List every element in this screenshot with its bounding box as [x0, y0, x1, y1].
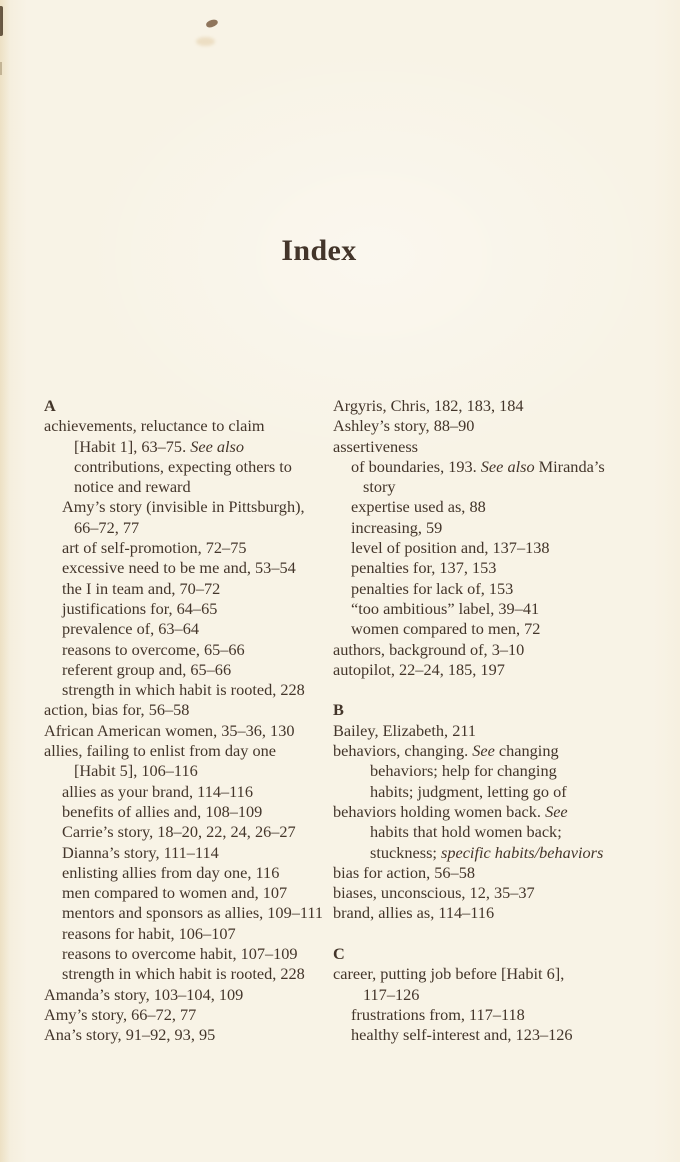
index-entry-text: strength in which habit is rooted, 228 [62, 680, 305, 700]
index-entry [333, 558, 667, 578]
index-entry [44, 802, 333, 822]
index-entry-text: reasons to overcome, 65–66 [62, 639, 245, 659]
index-entry [44, 761, 333, 781]
index-entry-text: behaviors, changing. [333, 741, 473, 761]
index-entry [44, 640, 333, 660]
index-entry [333, 985, 667, 1005]
index-entry [44, 497, 333, 517]
index-entry-text: mentors and sponsors as allies, 109–111 [62, 903, 324, 923]
index-entry-text: excessive need to be me and, 53–54 [62, 558, 296, 578]
index-entry-text: art of self-promotion, 72–75 [62, 538, 247, 558]
index-entry-text: prevalence of, 63–64 [62, 619, 199, 639]
index-entry [44, 700, 333, 720]
index-entry [333, 396, 667, 416]
index-entry [333, 721, 667, 741]
index-entry-text: strength in which habit is rooted, 228 [62, 964, 305, 984]
index-entry [333, 518, 667, 538]
index-entry-text: penalties for, 137, 153 [351, 558, 497, 578]
blank-line [333, 924, 667, 944]
index-entry [333, 538, 667, 558]
index-entry-text: bias for action, 56–58 [333, 862, 475, 882]
scan-edge-mark-icon [0, 6, 3, 36]
index-entry [333, 599, 667, 619]
index-entry [44, 416, 333, 436]
index-entry-text: enlisting allies from day one, 116 [62, 862, 280, 882]
index-entry-text: men compared to women and, 107 [62, 883, 288, 903]
index-entry [44, 680, 333, 700]
index-section-header [333, 700, 667, 720]
index-entry-text: healthy self-interest and, 123–126 [351, 1025, 573, 1045]
index-entry-text: 117–126 [363, 984, 420, 1004]
index-entry-text: habits that hold women back; [370, 822, 562, 842]
index-entry [333, 964, 667, 984]
index-entry [333, 843, 667, 863]
index-entry [44, 437, 333, 457]
index-entry [44, 782, 333, 802]
index-entry [44, 1005, 333, 1025]
index-entry [333, 416, 667, 436]
index-entry [333, 1025, 667, 1045]
index-entry-text: stuckness; [370, 842, 441, 862]
index-entry [44, 843, 333, 863]
index-entry [44, 477, 333, 497]
index-entry-text: biases, unconscious, 12, 35–37 [333, 883, 535, 903]
index-entry [333, 741, 667, 761]
index-entry-text: justifications for, 64–65 [62, 598, 218, 618]
index-column-left [44, 396, 333, 1046]
index-entry-text: C [333, 944, 345, 964]
index-entry-text: expertise used as, 88 [351, 497, 486, 517]
index-entry [44, 538, 333, 558]
index-entry-text: referent group and, 65–66 [62, 659, 232, 679]
index-entry-text: of boundaries, 193. [351, 456, 481, 476]
index-entry-text: Amy’s story, 66–72, 77 [44, 1004, 197, 1024]
index-entry [44, 741, 333, 761]
index-entry-text: See [472, 741, 495, 761]
index-entry-text: notice and reward [74, 477, 191, 497]
index-entry [44, 903, 333, 923]
index-entry-text: contributions, expecting others to [74, 456, 292, 476]
index-entry-text: autopilot, 22–24, 185, 197 [333, 659, 505, 679]
index-entry-text: level of position and, 137–138 [351, 538, 550, 558]
index-entry [333, 903, 667, 923]
index-entry-text: See also [480, 456, 535, 476]
index-entry-text: achievements, reluctance to claim [44, 416, 265, 436]
scan-smudge-icon [196, 37, 215, 46]
index-entry-text: frustrations from, 117–118 [351, 1004, 525, 1024]
index-entry [44, 558, 333, 578]
index-entry [333, 619, 667, 639]
index-entry [44, 944, 333, 964]
index-entry-text: allies as your brand, 114–116 [62, 781, 253, 801]
index-entry [44, 883, 333, 903]
index-entry-text: authors, background of, 3–10 [333, 639, 525, 659]
index-entry-text: reasons for habit, 106–107 [62, 923, 236, 943]
index-entry [333, 761, 667, 781]
index-entry-text: “too ambitious” label, 39–41 [351, 598, 540, 618]
index-entry-text: [Habit 5], 106–116 [74, 761, 198, 781]
index-entry [44, 863, 333, 883]
index-entry [333, 863, 667, 883]
index-entry [333, 497, 667, 517]
index-entry-text: habits; judgment, letting go of [370, 781, 567, 801]
index-entry-text: increasing, 59 [351, 517, 443, 537]
index-entry-text: Bailey, Elizabeth, 211 [333, 720, 477, 740]
index-entry-text: Ana’s story, 91–92, 93, 95 [44, 1025, 216, 1045]
index-entry-text: story [363, 477, 396, 497]
index-entry-text: behaviors holding women back. [333, 801, 546, 821]
index-entry [44, 964, 333, 984]
index-entry [333, 437, 667, 457]
index-entry [333, 782, 667, 802]
page-title: Index [281, 234, 357, 267]
index-entry-text: assertiveness [333, 436, 418, 456]
index-entry-text: behaviors; help for changing [370, 761, 557, 781]
index-entry [333, 883, 667, 903]
index-entry-text: See [545, 801, 568, 821]
index-entry [44, 822, 333, 842]
index-entry-text: [Habit 1], 63–75. [74, 436, 191, 456]
index-entry-text: Miranda’s [534, 456, 605, 476]
index-entry-text: See also [190, 436, 245, 456]
index-entry-text: Argyris, Chris, 182, 183, 184 [333, 396, 524, 415]
index-entry-text: Amanda’s story, 103–104, 109 [44, 984, 244, 1004]
index-entry [44, 599, 333, 619]
index-entry [44, 924, 333, 944]
index-column-right [333, 396, 667, 1046]
index-entry-text: action, bias for, 56–58 [44, 700, 190, 720]
index-entry [333, 477, 667, 497]
index-entry [333, 660, 667, 680]
blank-line [333, 680, 667, 700]
index-entry-text: penalties for lack of, 153 [351, 578, 514, 598]
index-entry [333, 579, 667, 599]
index-entry-text: benefits of allies and, 108–109 [62, 801, 263, 821]
index-entry-text: career, putting job before [Habit 6], [333, 964, 565, 984]
index-entry-text: women compared to men, 72 [351, 619, 541, 639]
index-entry [44, 985, 333, 1005]
index-section-header [44, 396, 333, 416]
index-entry-text: brand, allies as, 114–116 [333, 903, 495, 923]
index-entry-text: Dianna’s story, 111–114 [62, 842, 219, 862]
index-entry [333, 457, 667, 477]
index-entry [333, 640, 667, 660]
index-entry-text: African American women, 35–36, 130 [44, 720, 295, 740]
index-entry-text: allies, failing to enlist from day one [44, 741, 276, 761]
scan-edge-smudge-icon [0, 62, 2, 75]
index-entry-text: 66–72, 77 [74, 517, 140, 537]
index-entry-text: reasons to overcome habit, 107–109 [62, 944, 298, 964]
index-entry [44, 721, 333, 741]
index-entry-text: specific habits/behaviors [441, 842, 604, 862]
index-entry [333, 1005, 667, 1025]
index-entry-text: Amy’s story (invisible in Pittsburgh), [62, 497, 305, 517]
index-entry-text: Carrie’s story, 18–20, 22, 24, 26–27 [62, 822, 296, 842]
index-section-header [333, 944, 667, 964]
index-entry-text: B [333, 700, 344, 720]
index-entry-text: A [44, 396, 56, 415]
index-entry [44, 1025, 333, 1045]
index-entry [44, 518, 333, 538]
index-entry [44, 660, 333, 680]
index-entry [44, 457, 333, 477]
index-entry [44, 579, 333, 599]
index-entry [333, 822, 667, 842]
index-entry-text: changing [494, 741, 559, 761]
scan-speck-icon [205, 19, 218, 29]
index-entry [333, 802, 667, 822]
index-entry-text: the I in team and, 70–72 [62, 578, 221, 598]
index-entry [44, 619, 333, 639]
index-entry-text: Ashley’s story, 88–90 [333, 416, 475, 436]
